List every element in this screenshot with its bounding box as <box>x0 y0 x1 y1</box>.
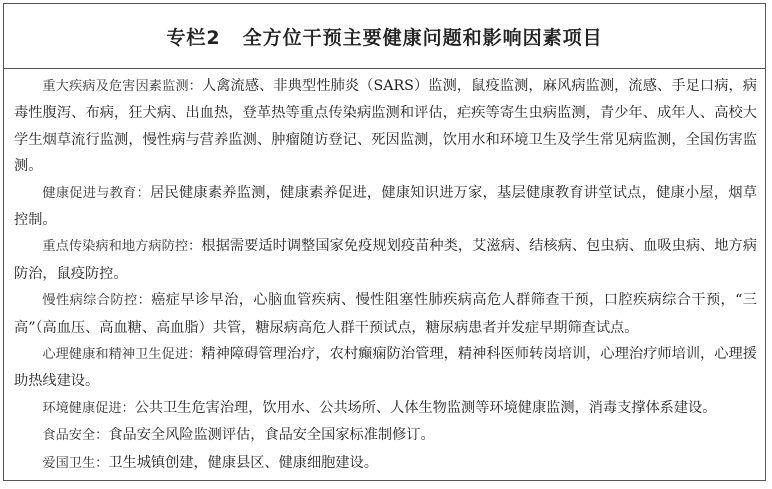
item-paragraph <box>14 180 757 234</box>
item-text: 精神障碍管理治疗，农村癫痫防治管理，精神科医师转岗培训，心理治疗师培训，心理援助热线建设。 <box>14 346 757 390</box>
item-heading: 重点传染病和地方病防控： <box>42 239 202 255</box>
item-heading: 心理健康和精神卫生促进： <box>42 347 202 363</box>
item-paragraph <box>14 341 757 395</box>
item-text: 公共卫生危害治理，饮用水、公共场所、人体生物监测等环境健康监测，消毒支撑体系建设。 <box>134 399 717 416</box>
item-heading: 重大疾病及危害因素监测： <box>42 79 202 94</box>
item-heading: 环境健康促进： <box>42 400 135 416</box>
item-heading: 健康促进与教育： <box>42 185 151 201</box>
box-title-bar <box>4 4 765 69</box>
item-paragraph <box>14 287 757 341</box>
item-paragraph <box>14 422 757 449</box>
program-box <box>3 3 766 481</box>
item-text: 卫生城镇创建，健康县区、健康细胞建设。 <box>108 454 378 471</box>
item-text: 根据需要适时调整国家免疫规划疫苗种类，艾滋病、结核病、包虫病、血吸虫病、地方病防治，鼠疫防控。 <box>14 238 757 282</box>
item-paragraph <box>14 395 757 422</box>
box-title <box>166 23 602 50</box>
item-paragraph <box>14 73 757 180</box>
item-paragraph <box>14 450 757 477</box>
box-title-text: 全方位干预主要健康问题和影响因素项目 <box>242 26 603 49</box>
item-heading: 慢性病综合防控： <box>42 293 152 309</box>
item-text: 癌症早诊早治，心脑血管疾病、慢性阻塞性肺疾病高危人群筛查干预，口腔疾病综合干预，“三高”（高血压、高血糖、高血脂）共管，糖尿病高危人群干预试点，糖尿病患者并发症早期筛查试点。 <box>14 292 757 336</box>
item-text: 居民健康素养监测，健康素养促进，健康知识进万家，基层健康教育讲堂试点，健康小屋，烟草控制。 <box>14 184 758 229</box>
item-text: 食品安全风险监测评估，食品安全国家标准制修订。 <box>108 427 435 444</box>
item-text: 人禽流感、非典型性肺炎（SARS）监测，鼠疫监测，麻风病监测，流感、手足口病，病毒性腹泻、布病，狂犬病、出血热，登革热等重点传染病监测和评估，疟疾等寄生虫病监测，青少年、成年人、高校大学生烟草流行监测，慢性病与营养监测、肿瘤随访登记、死因监测，饮用水和环境卫生及学生常见病监测，全国伤害监测。 <box>14 78 757 175</box>
item-heading: 食品安全： <box>42 428 109 444</box>
column-label: 专栏2 <box>166 26 221 49</box>
item-heading: 爱国卫生： <box>42 455 109 471</box>
item-paragraph <box>14 233 757 287</box>
box-content <box>4 69 765 477</box>
